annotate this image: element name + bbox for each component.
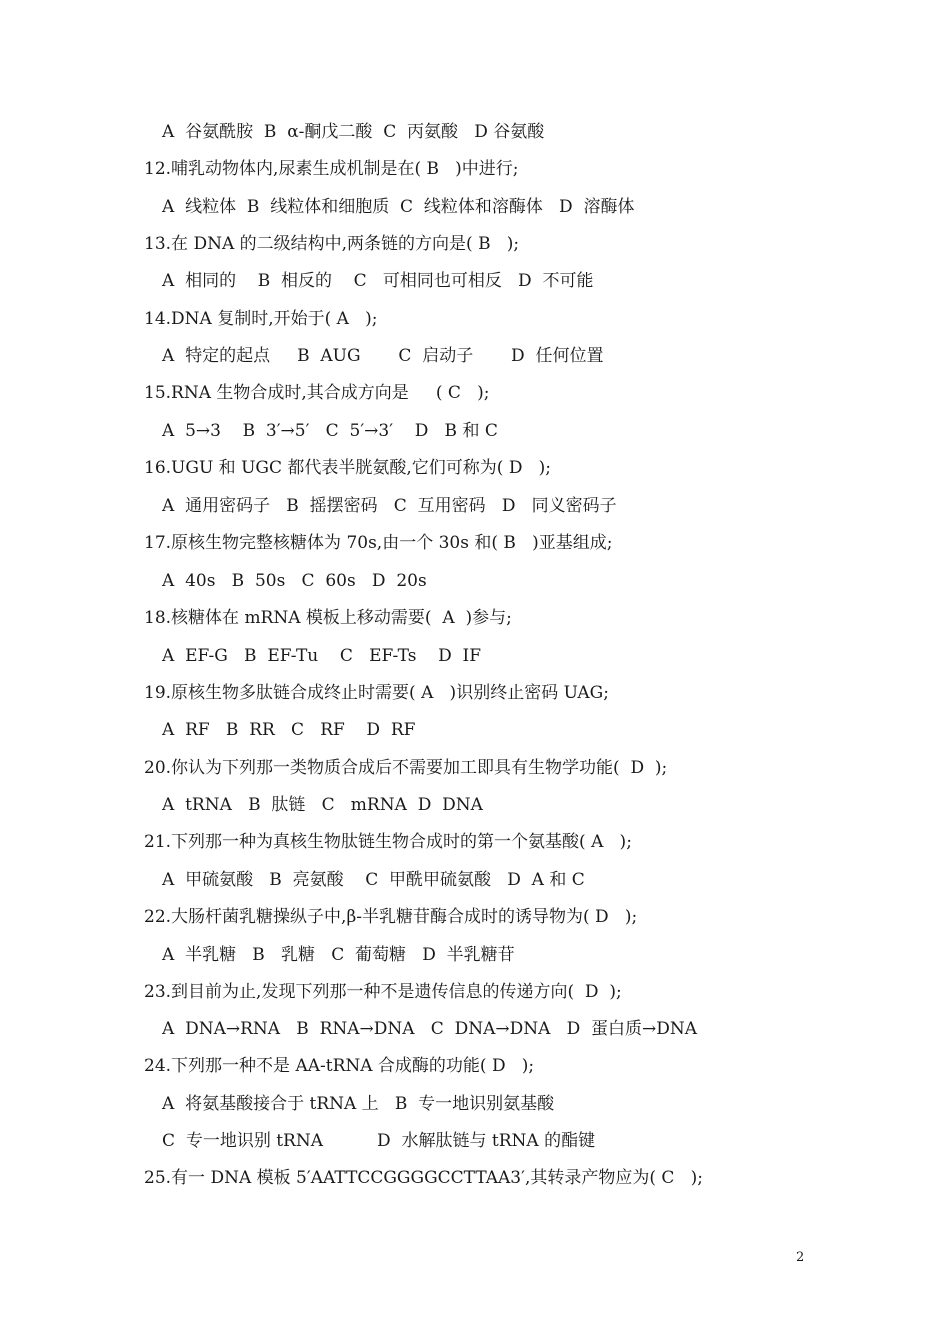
question-23: 23.到目前为止,发现下列那一种不是遗传信息的传递方向( D ); — [144, 982, 622, 1002]
question-14: 14.DNA 复制时,开始于( A ); — [144, 309, 378, 329]
options-13: A 相同的 B 相反的 C 可相同也可相反 D 不可能 — [162, 271, 594, 291]
options-12: A 线粒体 B 线粒体和细胞质 C 线粒体和溶酶体 D 溶酶体 — [162, 197, 635, 217]
options-15: A 5→3 B 3′→5′ C 5′→3′ D B 和 C — [162, 421, 498, 441]
options-16: A 通用密码子 B 摇摆密码 C 互用密码 D 同义密码子 — [162, 496, 617, 516]
question-16: 16.UGU 和 UGC 都代表半胱氨酸,它们可称为( D ); — [144, 458, 552, 478]
question-17: 17.原核生物完整核糖体为 70s,由一个 30s 和( B )亚基组成; — [144, 533, 613, 553]
options-18: A EF-G B EF-Tu C EF-Ts D IF — [162, 646, 482, 666]
options-20: A tRNA B 肽链 C mRNA D DNA — [162, 795, 483, 815]
options-22: A 半乳糖 B 乳糖 C 葡萄糖 D 半乳糖苷 — [162, 945, 515, 965]
question-24: 24.下列那一种不是 AA-tRNA 合成酶的功能( D ); — [144, 1056, 535, 1076]
question-12: 12.哺乳动物体内,尿素生成机制是在( B )中进行; — [144, 159, 519, 179]
question-20: 20.你认为下列那一类物质合成后不需要加工即具有生物学功能( D ); — [144, 758, 668, 778]
question-18: 18.核糖体在 mRNA 模板上移动需要( A )参与; — [144, 608, 512, 628]
question-22: 22.大肠杆菌乳糖操纵子中,β-半乳糖苷酶合成时的诱导物为( D ); — [144, 907, 638, 927]
options-23: A DNA→RNA B RNA→DNA C DNA→DNA D 蛋白质→DNA — [162, 1019, 698, 1039]
options-11: A 谷氨酰胺 B α-酮戊二酸 C 丙氨酸 D 谷氨酸 — [162, 122, 545, 142]
options-14: A 特定的起点 B AUG C 启动子 D 任何位置 — [162, 346, 604, 366]
question-25: 25.有一 DNA 模板 5′AATTCCGGGGCCTTAA3′,其转录产物应为( C ); — [144, 1168, 703, 1188]
page-number: 2 — [796, 1250, 805, 1265]
options-24b: C 专一地识别 tRNA D 水解肽链与 tRNA 的酯键 — [162, 1131, 596, 1151]
question-21: 21.下列那一种为真核生物肽链生物合成时的第一个氨基酸( A ); — [144, 832, 632, 852]
options-21: A 甲硫氨酸 B 亮氨酸 C 甲酰甲硫氨酸 D A 和 C — [162, 870, 585, 890]
options-17: A 40s B 50s C 60s D 20s — [162, 571, 427, 591]
question-19: 19.原核生物多肽链合成终止时需要( A )识别终止密码 UAG; — [144, 683, 609, 703]
question-13: 13.在 DNA 的二级结构中,两条链的方向是( B ); — [144, 234, 520, 254]
options-19: A RF B RR C RF D RF — [162, 720, 416, 740]
question-15: 15.RNA 生物合成时,其合成方向是 ( C ); — [144, 383, 490, 403]
options-24a: A 将氨基酸接合于 tRNA 上 B 专一地识别氨基酸 — [162, 1094, 555, 1114]
